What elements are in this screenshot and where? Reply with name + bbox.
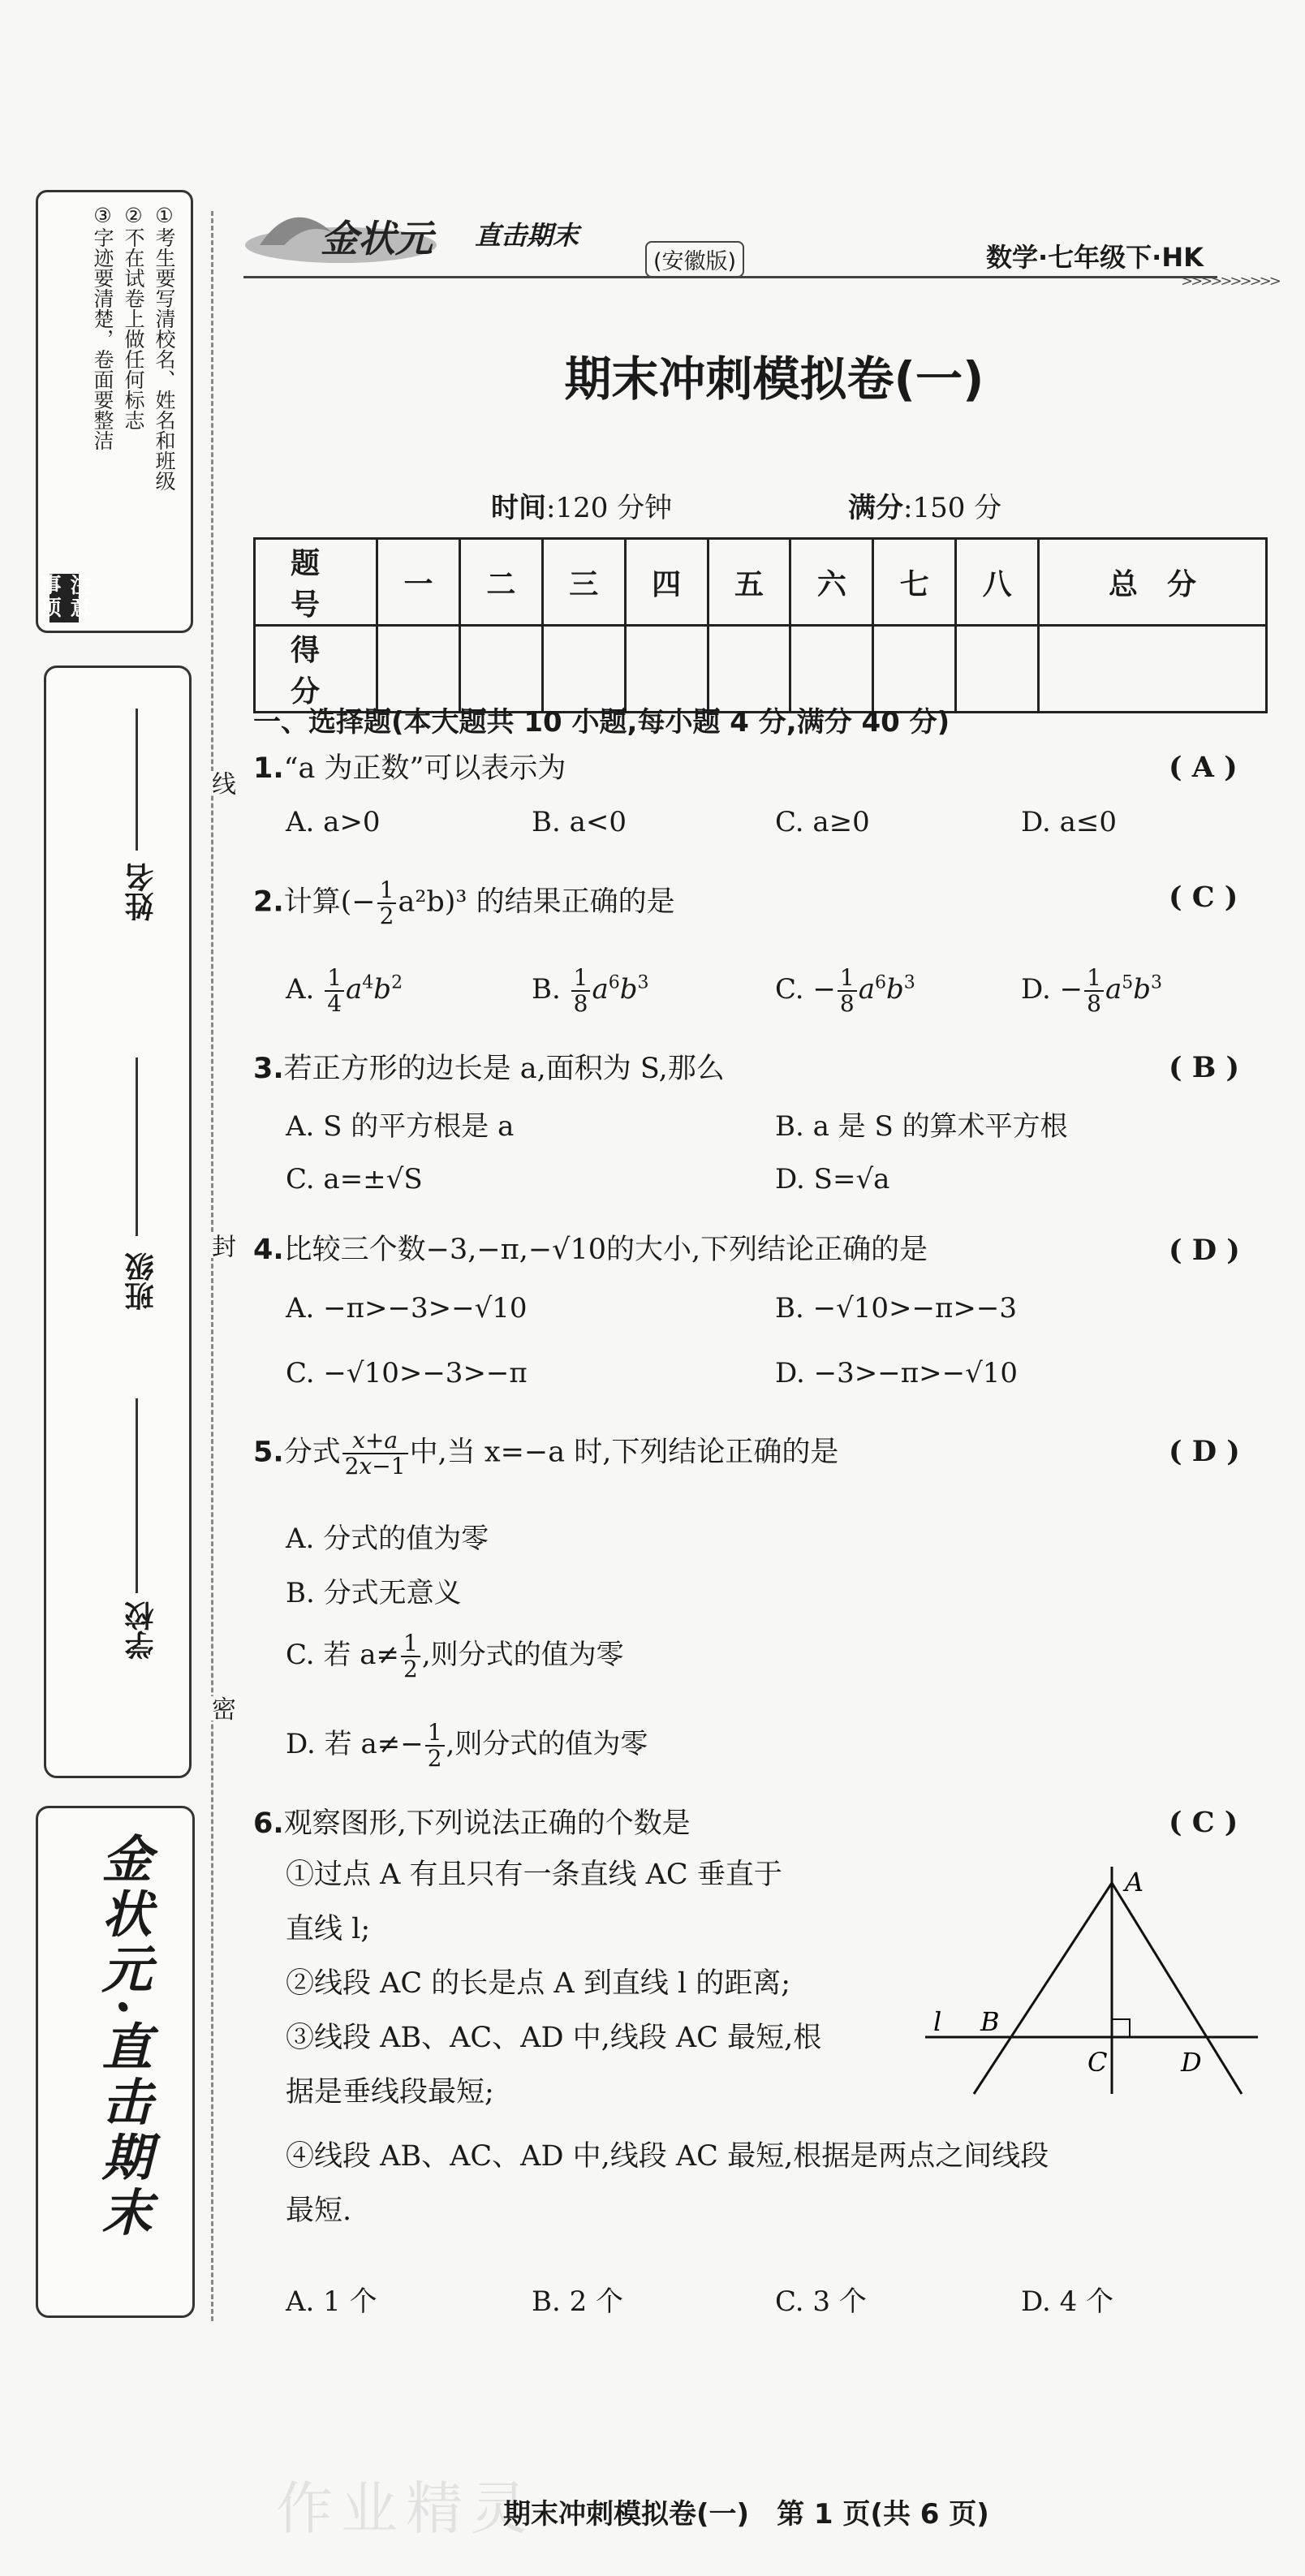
- score-col-2: 二: [459, 539, 542, 626]
- cut-line: [211, 211, 213, 2321]
- q6-text: 观察图形,下列说法正确的个数是: [283, 1807, 691, 1840]
- student-info-box: [44, 666, 192, 1778]
- geometry-figure: [925, 1850, 1274, 2118]
- q2-answer: ( C ): [1169, 881, 1238, 914]
- q5-option-d: D. 若 a≠− $\frac{1}{2}$ ,则分式的值为零: [286, 1719, 648, 1772]
- q2-option-b: B. $\frac{1}{8}$ $a^6b^3$: [532, 964, 649, 1017]
- score-col-label: 题 号: [255, 539, 377, 626]
- score-table-header-row: [255, 539, 1267, 626]
- name-blank-line: [136, 709, 138, 851]
- question-3: [253, 1051, 725, 1087]
- question-6: [253, 1806, 691, 1842]
- question-2: [253, 878, 675, 928]
- school-blank-line: [136, 1398, 138, 1593]
- q1-option-c: C. a≥0: [775, 806, 870, 838]
- question-5: [253, 1428, 838, 1479]
- page-title: 期末冲刺模拟卷(一): [564, 351, 984, 407]
- header-rule: [243, 276, 1217, 278]
- score-col-5: 五: [708, 539, 790, 626]
- q6-line-3: ②线段 AC 的长是点 A 到直线 l 的距离;: [286, 1967, 791, 2000]
- section-heading: 一、选择题(本大题共 10 小题,每小题 4 分,满分 40 分): [253, 706, 950, 739]
- score-col-8: 八: [956, 539, 1039, 626]
- label-b: B: [980, 2006, 1000, 2037]
- cut-mark-seal: 封: [203, 1234, 239, 1258]
- q6-option-a: A. 1 个: [286, 2285, 377, 2318]
- q1-option-a: A. a>0: [286, 806, 381, 838]
- q6-line-1: ①过点 A 有且只有一条直线 AC 垂直于: [286, 1859, 782, 1891]
- time-value: :120 分钟: [546, 492, 673, 524]
- question-1: [253, 751, 566, 786]
- q2-number: 2.: [253, 885, 284, 919]
- q5-fraction: $\frac{x+a}{2x-1}$: [342, 1428, 408, 1479]
- q1-number: 1.: [253, 752, 284, 785]
- q4-text: 比较三个数−3,−π,−√10的大小,下列结论正确的是: [283, 1234, 928, 1266]
- q2-text-b: a²b)³ 的结果正确的是: [398, 885, 675, 919]
- q6-line-5: 据是垂线段最短;: [286, 2076, 494, 2109]
- score-col-4: 四: [625, 539, 708, 626]
- q1-option-d: D. a≤0: [1021, 806, 1118, 838]
- notice-box: [36, 190, 193, 633]
- q6-option-c: C. 3 个: [775, 2285, 867, 2318]
- q4-option-b: B. −√10>−π>−3: [775, 1292, 1017, 1325]
- q2-text-a: 计算(−: [283, 885, 376, 919]
- time-label: 时间: [491, 492, 546, 524]
- q2-fraction: $\frac{1}{2}$: [377, 878, 397, 928]
- q4-option-d: D. −3>−π>−√10: [775, 1357, 1019, 1389]
- q2-option-a: A. $\frac{1}{4}$ $a^4b^2$: [286, 964, 403, 1017]
- series-title: 直击期末: [475, 220, 579, 251]
- chevrons-decoration: >>>>>>>>>>: [1181, 273, 1279, 290]
- notice-line-3: ③字迹要清楚，卷面要整洁: [91, 204, 114, 450]
- q3-option-c: C. a=±√S: [286, 1163, 423, 1195]
- q6-option-d: D. 4 个: [1021, 2285, 1114, 2318]
- subject-grade: 数学·七年级下·HK: [986, 242, 1204, 273]
- class-blank-line: [136, 1058, 138, 1236]
- score-col-7: 七: [873, 539, 956, 626]
- watermark: 作业精灵: [276, 2475, 536, 2542]
- school-label: 学校: [125, 1601, 158, 1660]
- q3-option-b: B. a 是 S 的算术平方根: [775, 1110, 1068, 1143]
- exam-full-score: [848, 485, 1001, 525]
- q6-answer: ( C ): [1169, 1806, 1238, 1839]
- cut-mark-secret: 密: [203, 1696, 239, 1721]
- q3-option-d: D. S=√a: [775, 1163, 890, 1195]
- label-d: D: [1181, 2047, 1202, 2078]
- score-col-1: 一: [377, 539, 460, 626]
- notice-line-1: ①考生要写清校名、姓名和班级: [153, 204, 176, 491]
- q5-answer: ( D ): [1169, 1435, 1240, 1468]
- q1-option-b: B. a<0: [532, 806, 627, 838]
- q6-line-6: ④线段 AB、AC、AD 中,线段 AC 最短,根据是两点之间线段: [286, 2140, 1049, 2173]
- score-cell[interactable]: [956, 626, 1039, 713]
- q5-option-c: C. 若 a≠ $\frac{1}{2}$ ,则分式的值为零: [286, 1630, 624, 1682]
- q2-option-d: D. − $\frac{1}{8}$ $a^5b^3$: [1021, 964, 1163, 1017]
- q3-answer: ( B ): [1169, 1051, 1240, 1084]
- notice-line-2: ②不在试卷上做任何标志: [122, 204, 145, 430]
- brand-vertical-text: 金状元·直击期末: [93, 1833, 153, 2242]
- class-label: 班级: [125, 1252, 158, 1311]
- q2-option-c: C. − $\frac{1}{8}$ $a^6b^3$: [775, 964, 915, 1017]
- score-row-label: 得 分: [255, 626, 377, 713]
- score-table: [253, 537, 1268, 713]
- q3-text: 若正方形的边长是 a,面积为 S,那么: [283, 1053, 725, 1085]
- q1-answer: ( A ): [1169, 751, 1238, 784]
- question-4: [253, 1232, 928, 1268]
- page-footer: 期末冲刺模拟卷(一) 第 1 页(共 6 页): [503, 2498, 989, 2531]
- q6-number: 6.: [253, 1807, 284, 1840]
- q5-text-a: 分式: [283, 1436, 341, 1469]
- edition-badge: (安徽版): [645, 241, 744, 278]
- q3-option-a: A. S 的平方根是 a: [286, 1110, 515, 1143]
- full-value: :150 分: [903, 492, 1002, 524]
- q5-text-b: 中,当 x=−a 时,下列结论正确的是: [409, 1436, 839, 1469]
- right-angle-mark: [1112, 2019, 1130, 2037]
- line-ad: [1112, 1883, 1242, 2094]
- label-a: A: [1125, 1867, 1144, 1898]
- q6-line-2: 直线 l;: [286, 1913, 371, 1945]
- exam-time: [491, 485, 672, 525]
- q6-line-4: ③线段 AB、AC、AD 中,线段 AC 最短,根: [286, 2022, 822, 2054]
- q4-number: 4.: [253, 1234, 284, 1266]
- q4-option-a: A. −π>−3>−√10: [286, 1292, 528, 1325]
- q3-number: 3.: [253, 1053, 284, 1085]
- cut-mark-line: 线: [203, 771, 239, 795]
- brand-vertical-box: [36, 1806, 195, 2318]
- notice-lines: [87, 204, 179, 618]
- score-col-3: 三: [542, 539, 625, 626]
- notice-heading: 注意事项: [50, 574, 79, 622]
- full-label: 满分: [848, 492, 903, 524]
- score-col-6: 六: [790, 539, 873, 626]
- name-label: 姓名: [125, 863, 158, 921]
- score-col-total: 总 分: [1039, 539, 1267, 626]
- q4-answer: ( D ): [1169, 1234, 1240, 1267]
- score-cell[interactable]: [1039, 626, 1267, 713]
- q4-option-c: C. −√10>−3>−π: [286, 1357, 528, 1389]
- label-c: C: [1088, 2047, 1108, 2078]
- q6-line-7: 最短.: [286, 2195, 352, 2227]
- q1-text: “a 为正数”可以表示为: [283, 752, 566, 785]
- brand-logo-text: 金状元: [321, 217, 433, 261]
- brand-logo: [243, 188, 446, 269]
- label-l: l: [933, 2006, 942, 2037]
- q5-number: 5.: [253, 1436, 284, 1469]
- q6-option-b: B. 2 个: [532, 2285, 624, 2318]
- q5-option-a: A. 分式的值为零: [286, 1523, 489, 1555]
- q5-option-b: B. 分式无意义: [286, 1577, 462, 1609]
